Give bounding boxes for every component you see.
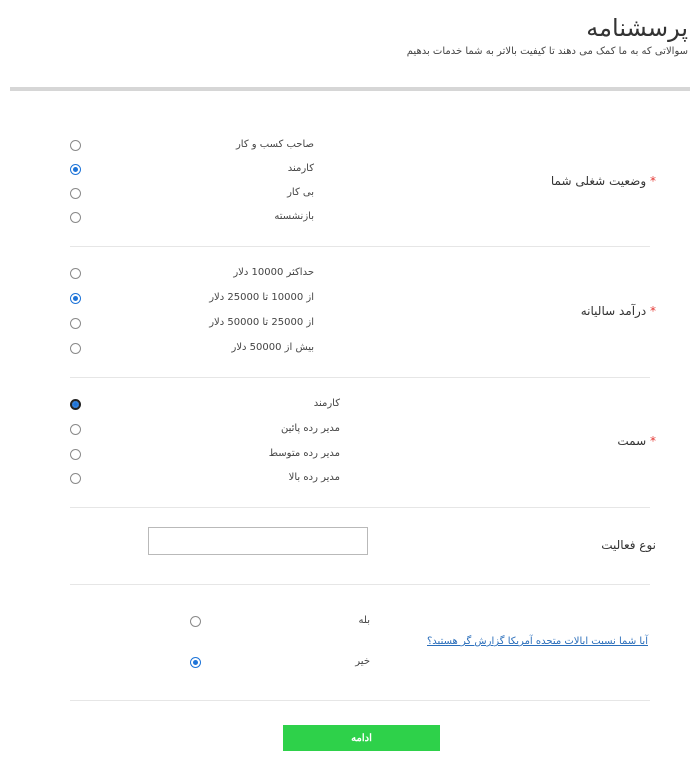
employment-radio-unemployed[interactable]	[70, 188, 81, 199]
employment-radio-retired[interactable]	[70, 212, 81, 223]
position-radio-junior-manager[interactable]	[70, 424, 81, 435]
position-radio-employee[interactable]	[70, 399, 81, 410]
income-radio-25000-50000[interactable]	[70, 318, 81, 329]
us-report-option-label: خیر	[355, 656, 370, 667]
income-option-label: حداکثر 10000 دلار	[233, 267, 314, 278]
income-question-label: * درآمد سالیانه	[580, 304, 656, 318]
activity-input[interactable]	[148, 527, 368, 555]
section-divider	[70, 246, 650, 247]
employment-option-label: بی کار	[287, 187, 314, 198]
employment-question-label: * وضعیت شغلی شما	[550, 174, 656, 188]
income-radio-over-50000[interactable]	[70, 343, 81, 354]
page-subtitle: سوالاتی که به ما کمک می دهند تا کیفیت بالاتر به شما خدمات بدهیم	[406, 46, 688, 57]
position-option-label: مدیر رده بالا	[288, 472, 340, 483]
employment-option-label: صاحب کسب و کار	[235, 139, 314, 150]
us-report-option-label: بله	[358, 615, 370, 626]
required-mark: *	[650, 434, 656, 448]
us-report-question-link[interactable]: آیا شما نسبت ایالات متحده آمریکا گزارش گر هستید؟	[427, 636, 648, 647]
us-report-radio-no[interactable]	[190, 657, 201, 668]
employment-option-label: بازنشسته	[274, 211, 314, 222]
employment-option-label: کارمند	[287, 163, 314, 174]
income-radio-10000-25000[interactable]	[70, 293, 81, 304]
employment-radio-business-owner[interactable]	[70, 140, 81, 151]
income-option-label: از 25000 تا 50000 دلار	[209, 317, 314, 328]
position-option-label: مدیر رده متوسط	[268, 448, 340, 459]
position-radio-senior-manager[interactable]	[70, 473, 81, 484]
position-option-label: مدیر رده پائین	[280, 423, 340, 434]
employment-radio-employee[interactable]	[70, 164, 81, 175]
section-divider	[70, 377, 650, 378]
position-radio-middle-manager[interactable]	[70, 449, 81, 460]
continue-button[interactable]: ادامه	[283, 725, 440, 751]
page-title: پرسشنامه	[586, 14, 688, 42]
position-option-label: کارمند	[313, 398, 340, 409]
income-option-label: از 10000 تا 25000 دلار	[209, 292, 314, 303]
required-mark: *	[650, 304, 656, 318]
income-radio-up-to-10000[interactable]	[70, 268, 81, 279]
section-divider	[70, 507, 650, 508]
required-mark: *	[650, 174, 656, 188]
header-divider	[10, 87, 690, 91]
income-option-label: بیش از 50000 دلار	[231, 342, 314, 353]
us-report-radio-yes[interactable]	[190, 616, 201, 627]
section-divider	[70, 700, 650, 701]
section-divider	[70, 584, 650, 585]
activity-question-label: نوع فعالیت	[601, 538, 656, 552]
position-question-label: * سمت	[617, 434, 656, 448]
